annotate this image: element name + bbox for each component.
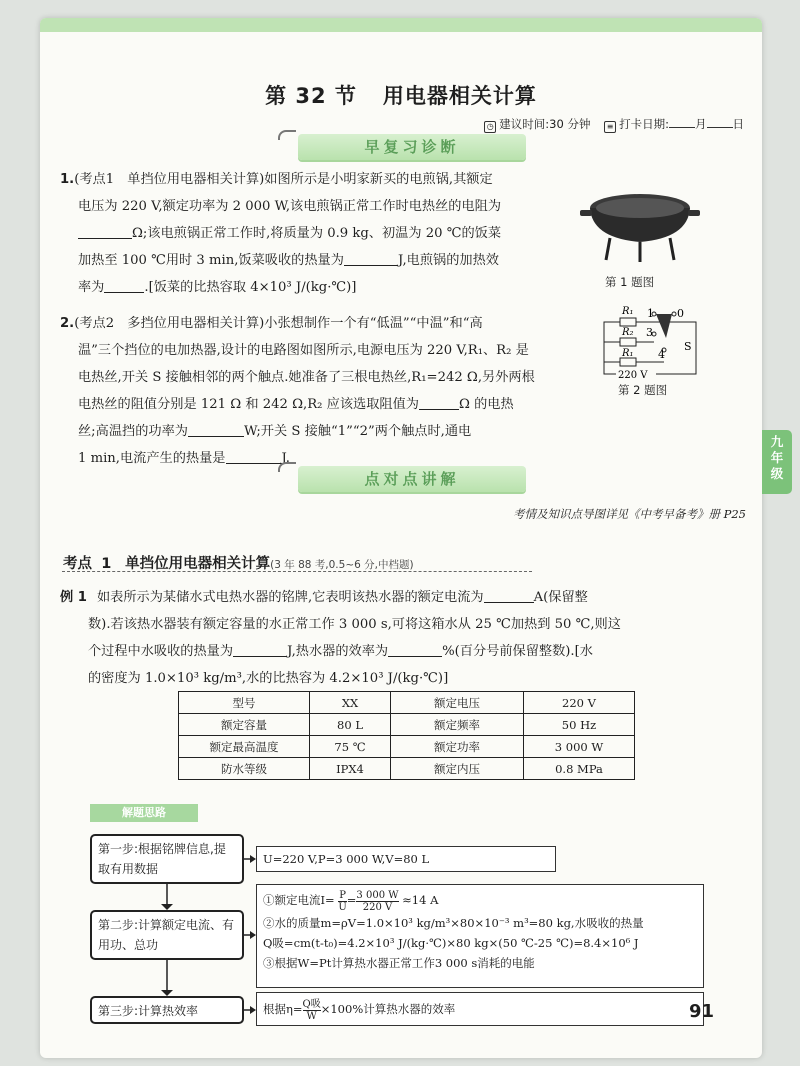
- keypoint-title: 单挡位用电器相关计算: [125, 556, 271, 572]
- step-3-box: 第三步:计算热效率: [90, 996, 244, 1024]
- keypoint-divider: [62, 571, 532, 572]
- table-cell: XX: [310, 692, 391, 714]
- solution-idea-tag: 解题思路: [90, 804, 198, 822]
- q1-line3: Ω;该电煎锅正常工作时,将质量为 0.9 kg、初温为 20 ℃的饭菜: [132, 226, 502, 241]
- top-green-bar: [40, 18, 762, 32]
- q2-line4a: 电热丝的阻值分别是 121 Ω 和 242 Ω,R₂ 应该选取阻值为: [78, 397, 419, 412]
- table-cell: 50 Hz: [524, 714, 635, 736]
- table-cell: 额定功率: [391, 736, 524, 758]
- flow-connectors: [40, 818, 762, 1038]
- node-3: 3: [646, 326, 653, 339]
- day-blank[interactable]: [707, 117, 733, 128]
- question-2-number: 2.: [60, 316, 75, 331]
- review-banner: 早复习诊断: [298, 134, 526, 160]
- table-row: [179, 736, 635, 758]
- study-meta: [474, 116, 744, 133]
- node-4: 4: [658, 348, 665, 361]
- ex-line3a: 个过程中水吸收的热量为: [88, 644, 234, 659]
- step-1-result: U=220 V,P=3 000 W,V=80 L: [256, 846, 556, 872]
- supply-voltage: 220 V: [618, 370, 648, 380]
- step-2-box: 第二步:计算额定电流、有用功、总功: [90, 910, 244, 960]
- ex-blank-current[interactable]: [484, 588, 534, 603]
- q2-blank-power[interactable]: [188, 422, 244, 437]
- table-row: [179, 714, 635, 736]
- frac-den: 220 V: [362, 901, 393, 913]
- q2-line5a: 丝;高温挡的功率为: [78, 424, 188, 439]
- suggested-time: 建议时间:30 分钟: [499, 117, 591, 131]
- banner-curl-decoration: [278, 130, 296, 140]
- q2-line4b: Ω 的电热: [458, 397, 514, 412]
- s2-eq: =: [346, 893, 357, 907]
- q1-line2: 电压为 220 V,额定功率为 2 000 W,该电煎锅正常工作时电热丝的电阻为: [78, 199, 502, 214]
- q2-line1: (考点2 多挡位用电器相关计算)小张想制作一个有“低温”“中温”和“高: [74, 316, 483, 331]
- explain-banner: 点对点讲解: [298, 466, 526, 492]
- banner-curl-decoration: [278, 462, 296, 472]
- ex-line1a: 如表所示为某储水式电热水器的铭牌,它表明该热水器的额定电流为: [96, 590, 484, 605]
- q1-line1: (考点1 单挡位用电器相关计算)如图所示是小明家新买的电煎锅,其额定: [74, 172, 493, 187]
- circuit-diagram: [596, 298, 706, 380]
- s2-current-label: ①额定电流I=: [263, 893, 335, 907]
- step-1-box: 第一步:根据铭牌信息,提取有用数据: [90, 834, 244, 884]
- question-2: [60, 310, 590, 472]
- q2-line6b: J.: [281, 451, 290, 466]
- figure-2-caption: 第 2 题图: [618, 383, 668, 397]
- node-1: 1: [647, 307, 654, 320]
- node-0: 0: [677, 307, 684, 320]
- label-r1-top: R₁: [622, 306, 634, 317]
- example-1: [60, 584, 720, 692]
- question-1: [60, 166, 590, 301]
- textbook-page: [40, 18, 784, 1058]
- frac-w: W: [306, 1010, 317, 1022]
- frac-p: P: [339, 889, 346, 901]
- frac-num: 3 000 W: [356, 889, 399, 901]
- q1-line5b: .[饭菜的比热容取 4×10³ J/(kg·℃)]: [144, 280, 357, 295]
- grade-tab[interactable]: [762, 430, 792, 494]
- label-r2: R₂: [622, 327, 634, 338]
- q2-line2: 温”三个挡位的电加热器,设计的电路图如图所示,电源电压为 220 V,R₁、R₂ 是: [78, 343, 529, 358]
- keypoint-number: 1: [101, 556, 112, 572]
- table-cell: 防水等级: [179, 758, 310, 780]
- q2-blank-r2[interactable]: [419, 395, 459, 410]
- label-r1-bottom: R₁: [622, 348, 634, 359]
- frac-u: U: [338, 901, 347, 913]
- reference-note: 考情及知识点导图详见《中考早备考》册 P25: [512, 507, 746, 521]
- grade-tab-char: 级: [770, 466, 784, 481]
- s2-energy-line: ③根据W=Pt计算热水器正常工作3 000 s消耗的电能: [263, 956, 535, 970]
- table-cell: 75 ℃: [310, 736, 391, 758]
- q1-blank-resistance[interactable]: [78, 224, 132, 239]
- frac-q: Q吸: [302, 998, 321, 1010]
- table-row: [179, 758, 635, 780]
- table-cell: 0.8 MPa: [524, 758, 635, 780]
- table-cell: 80 L: [310, 714, 391, 736]
- q2-line3: 电热丝,开关 S 接触相邻的两个触点.她准备了三根电热丝,R₁=242 Ω,另外两根: [78, 370, 535, 385]
- checkin-label: 打卡日期:: [619, 117, 669, 131]
- clock-icon: ◷: [484, 121, 496, 133]
- month-label: 月: [695, 117, 707, 131]
- q1-line4a: 加热至 100 ℃用时 3 min,饭菜吸收的热量为: [78, 253, 344, 268]
- calendar-icon: ≡: [604, 121, 616, 133]
- keypoint-meta: (3 年 88 考,0.5~6 分,中档题): [270, 559, 414, 571]
- table-row: [179, 692, 635, 714]
- q1-blank-heat[interactable]: [344, 251, 398, 266]
- table-cell: 220 V: [524, 692, 635, 714]
- keypoint-label: 考点: [63, 556, 92, 572]
- s2-heat-line: Q吸=cm(t-t₀)=4.2×10³ J/(kg·℃)×80 kg×(50 ℃-25 ℃)=8.4×10⁶ J: [263, 936, 639, 950]
- table-cell: 型号: [179, 692, 310, 714]
- electric-pan-image: [580, 176, 700, 268]
- table-cell: 额定频率: [391, 714, 524, 736]
- table-cell: 额定最高温度: [179, 736, 310, 758]
- day-label: 日: [732, 117, 744, 131]
- ex-line2: 数).若该热水器装有额定容量的水正常工作 3 000 s,可将这箱水从 25 ℃加热到 50 ℃,则这: [88, 617, 621, 632]
- s3-rest: ×100%计算热水器的效率: [320, 1002, 456, 1016]
- page-number: 91: [688, 1001, 714, 1022]
- section-number: 第 32 节: [265, 84, 357, 108]
- ex-blank-efficiency[interactable]: [388, 642, 442, 657]
- s2-mass-line: ②水的质量m=ρV=1.0×10³ kg/m³×80×10⁻³ m³=80 kg,水吸收的热量: [263, 916, 644, 930]
- figure-1-caption: 第 1 题图: [605, 275, 655, 289]
- table-cell: 额定内压: [391, 758, 524, 780]
- question-1-number: 1.: [60, 172, 75, 187]
- q2-line5b: W;开关 S 接触“1”“2”两个触点时,通电: [243, 424, 472, 439]
- q2-line6a: 1 min,电流产生的热量是: [78, 451, 226, 466]
- s3-label: 根据η=: [263, 1002, 303, 1016]
- nameplate-table: [178, 691, 635, 780]
- example-label: 例 1: [60, 590, 87, 605]
- q1-line5a: 率为: [78, 280, 105, 295]
- ex-line3c: %(百分号前保留整数).[水: [442, 644, 593, 659]
- month-blank[interactable]: [669, 117, 695, 128]
- grade-tab-char: 九: [770, 434, 784, 449]
- table-cell: 额定电压: [391, 692, 524, 714]
- table-cell: 3 000 W: [524, 736, 635, 758]
- section-title: 用电器相关计算: [382, 84, 537, 108]
- switch-s: S: [684, 340, 692, 353]
- q1-blank-efficiency[interactable]: [104, 278, 144, 293]
- ex-blank-heat[interactable]: [233, 642, 287, 657]
- q2-blank-heat[interactable]: [226, 449, 282, 464]
- table-cell: 额定容量: [179, 714, 310, 736]
- s2-current-result: ≈14 A: [402, 893, 439, 907]
- page-title: [40, 80, 762, 110]
- table-cell: IPX4: [310, 758, 391, 780]
- grade-tab-char: 年: [770, 450, 784, 465]
- keypoint-heading: [63, 552, 414, 573]
- ex-line3b: J,热水器的效率为: [287, 644, 389, 659]
- ex-line4: 的密度为 1.0×10³ kg/m³,水的比热容为 4.2×10³ J/(kg·℃)]: [88, 671, 449, 686]
- q1-line4b: J,电煎锅的加热效: [397, 253, 499, 268]
- ex-line1b: A(保留整: [533, 590, 588, 605]
